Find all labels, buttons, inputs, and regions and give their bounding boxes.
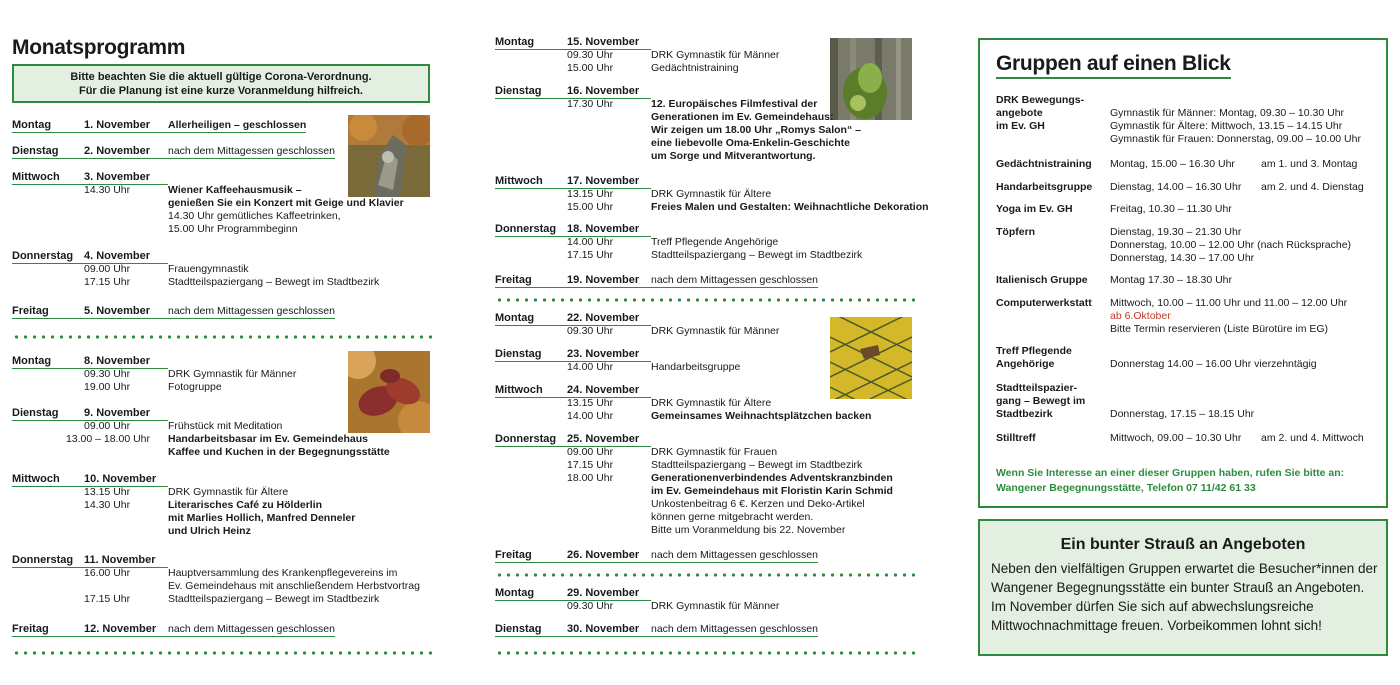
- event-line: [12, 499, 355, 512]
- event-time: 13.00 – 18.00 Uhr: [65, 433, 150, 445]
- day-name: Freitag: [495, 549, 567, 563]
- day-date: 23. November: [567, 348, 651, 362]
- event-line: [12, 263, 379, 276]
- day-note: nach dem Mittagessen geschlossen: [651, 549, 818, 561]
- event-line: [12, 567, 420, 580]
- event-text: Treff Pflegende Angehörige: [651, 236, 779, 248]
- group-time: [1110, 432, 1241, 445]
- event-time: 14.00 Uhr: [567, 410, 614, 422]
- day-header: [495, 623, 818, 636]
- event-line: [495, 150, 861, 163]
- group-name: [996, 432, 1111, 445]
- day-block: [495, 549, 818, 562]
- group-name: [996, 181, 1111, 194]
- group-name-line: Treff Pflegende: [996, 345, 1072, 357]
- group-time-line: Donnerstag 14.00 – 16.00 Uhr vierzehntägig: [1110, 358, 1317, 370]
- event-time: 13.15 Uhr: [567, 397, 614, 409]
- event-line: [495, 249, 862, 262]
- event-line: [495, 397, 871, 410]
- day-date: 19. November: [567, 274, 651, 288]
- day-name: Dienstag: [495, 85, 567, 99]
- event-text: im Ev. Gemeindehaus mit Floristin Karin Schmid: [651, 485, 893, 497]
- event-text: Wiener Kaffeehausmusik –: [168, 184, 302, 196]
- day-header: [12, 473, 355, 486]
- event-text: 15.00 Uhr Programmbeginn: [168, 223, 298, 235]
- day-block: [495, 384, 871, 423]
- day-header: [495, 36, 779, 49]
- day-note: Allerheiligen – geschlossen: [168, 119, 307, 131]
- group-name-line: Italienisch Gruppe: [996, 274, 1088, 286]
- group-name: [996, 158, 1111, 171]
- day-header: [495, 274, 818, 287]
- group-time-line: Gymnastik für Frauen: Donnerstag, 09.00 – 10.00 Uhr: [1110, 133, 1361, 145]
- event-line: [495, 98, 861, 111]
- event-line: [12, 420, 390, 433]
- day-block: [495, 223, 862, 262]
- event-text: Handarbeitsgruppe: [651, 361, 741, 373]
- event-line: [12, 525, 355, 538]
- event-text: DRK Gymnastik für Männer: [651, 49, 780, 61]
- day-name: Freitag: [12, 623, 84, 637]
- day-date: 4. November: [84, 250, 168, 264]
- day-date: 22. November: [567, 312, 651, 326]
- event-line: [495, 446, 893, 459]
- group-time-line: [1110, 345, 1317, 358]
- event-line: [495, 124, 861, 137]
- event-time: 09.30 Uhr: [567, 325, 614, 337]
- day-name: Donnerstag: [495, 433, 567, 447]
- group-name-line: Computerwerkstatt: [996, 297, 1092, 309]
- event-line: [12, 276, 379, 289]
- page-title: Monatsprogramm: [12, 36, 186, 59]
- day-date: 17. November: [567, 175, 651, 189]
- event-text: Stadtteilspaziergang – Bewegt im Stadtbezirk: [651, 459, 863, 471]
- day-date: 11. November: [84, 554, 168, 568]
- event-text: Gemeinsames Weihnachtsplätzchen backen: [651, 410, 872, 422]
- event-time: 15.00 Uhr: [567, 201, 614, 213]
- day-date: 1. November: [84, 119, 168, 133]
- day-name: Mittwoch: [12, 171, 84, 185]
- day-header: [495, 348, 740, 361]
- day-date: 3. November: [84, 171, 168, 185]
- event-text: Unkostenbeitrag 6 €. Kerzen und Deko-Artikel: [651, 498, 865, 510]
- event-text: Ev. Gemeindehaus mit anschließendem Herbstvortrag: [168, 580, 420, 592]
- event-text: Wir zeigen um 18.00 Uhr „Romys Salon“ –: [651, 124, 861, 136]
- groups-box: [978, 38, 1388, 508]
- day-date: 8. November: [84, 355, 168, 369]
- day-block: [12, 623, 335, 636]
- event-text: Hauptversammlung des Krankenpflegevereins im: [168, 567, 398, 579]
- event-text: genießen Sie ein Konzert mit Geige und Klavier: [168, 197, 404, 209]
- event-text: Frauengymnastik: [168, 263, 249, 275]
- group-name: [996, 382, 1111, 421]
- event-text: eine liebevolle Oma-Enkelin-Geschichte: [651, 137, 850, 149]
- group-time-line: Bitte Termin reservieren (Liste Bürotüre im EG): [1110, 323, 1329, 335]
- group-time-line: Mittwoch, 09.00 – 10.30 Uhr: [1110, 432, 1242, 444]
- event-text: Generationen im Ev. Gemeindehaus:: [651, 111, 834, 123]
- event-time: 18.00 Uhr: [567, 472, 614, 484]
- event-line: [12, 197, 404, 210]
- day-block: [12, 250, 379, 289]
- day-name: Mittwoch: [12, 473, 84, 487]
- group-name-line: Stilltreff: [996, 432, 1036, 444]
- dotted-separator: [12, 651, 432, 655]
- event-line: [12, 381, 296, 394]
- notice-line: Für die Planung ist eine kurze Voranmeldung hilfreich.: [78, 85, 363, 97]
- event-line: [495, 485, 893, 498]
- event-text: Gedächtnistraining: [651, 62, 739, 74]
- event-line: [495, 236, 862, 249]
- event-line: [495, 49, 779, 62]
- day-header: [12, 119, 306, 132]
- group-name-line: Töpfern: [996, 226, 1036, 238]
- day-block: [495, 587, 779, 613]
- event-line: [495, 137, 861, 150]
- group-name-line: Stadtteilspazier-: [996, 382, 1078, 394]
- day-header: [12, 407, 390, 420]
- group-name-line: gang – Bewegt im: [996, 395, 1086, 407]
- contact-line: Wenn Sie Interesse an einer dieser Gruppen haben, rufen Sie bitte an:: [996, 467, 1345, 479]
- group-name-line: Stadtbezirk: [996, 408, 1053, 420]
- day-header: [12, 355, 296, 368]
- event-line: [12, 184, 404, 197]
- event-text: 12. Europäisches Filmfestival der: [651, 98, 818, 110]
- day-name: Dienstag: [12, 407, 84, 421]
- event-line: [495, 410, 871, 423]
- group-time-line: Freitag, 10.30 – 11.30 Uhr: [1110, 203, 1232, 215]
- day-name: Mittwoch: [495, 175, 567, 189]
- group-time-line: [1110, 94, 1361, 107]
- event-text: DRK Gymnastik für Ältere: [168, 486, 289, 498]
- event-text: DRK Gymnastik für Männer: [168, 368, 297, 380]
- day-header: [12, 145, 335, 158]
- event-text: um Sorge und Mitverantwortung.: [651, 150, 816, 162]
- day-block: [12, 171, 404, 236]
- event-text: Stadtteilspaziergang – Bewegt im Stadtbezirk: [168, 276, 380, 288]
- day-block: [495, 36, 779, 75]
- event-time: 13.15 Uhr: [567, 188, 614, 200]
- group-name-line: Yoga im Ev. GH: [996, 203, 1073, 215]
- event-time: 09.00 Uhr: [84, 420, 131, 432]
- day-note: nach dem Mittagessen geschlossen: [168, 623, 335, 635]
- event-time: 19.00 Uhr: [84, 381, 131, 393]
- day-header: [12, 623, 335, 636]
- group-frequency: am 1. und 3. Montag: [1261, 158, 1358, 170]
- group-time-line: Donnerstag, 14.30 – 17.00 Uhr: [1110, 252, 1255, 264]
- event-text: DRK Gymnastik für Männer: [651, 600, 780, 612]
- day-header: [495, 85, 861, 98]
- day-name: Donnerstag: [495, 223, 567, 237]
- day-header: [12, 305, 335, 318]
- day-block: [12, 119, 306, 132]
- event-line: [12, 512, 355, 525]
- day-date: 9. November: [84, 407, 168, 421]
- day-block: [12, 305, 335, 318]
- event-line: [495, 201, 929, 214]
- dotted-separator: [12, 335, 432, 339]
- group-name-line: DRK Bewegungs-: [996, 94, 1085, 106]
- day-header: [495, 587, 779, 600]
- event-line: [12, 486, 355, 499]
- day-block: [495, 433, 893, 537]
- day-date: 2. November: [84, 145, 168, 159]
- event-time: 17.15 Uhr: [84, 593, 131, 605]
- event-time: 17.15 Uhr: [84, 276, 131, 288]
- day-header: [12, 250, 379, 263]
- day-note: nach dem Mittagessen geschlossen: [651, 274, 818, 286]
- group-name: [996, 226, 1111, 239]
- event-time: 13.15 Uhr: [84, 486, 131, 498]
- strauss-title: Ein bunter Strauß an Angeboten: [1060, 536, 1306, 553]
- groups-contact: [996, 466, 1376, 496]
- group-time-line: Montag, 15.00 – 16.30 Uhr: [1110, 158, 1235, 170]
- event-line: [12, 593, 420, 606]
- day-date: 5. November: [84, 305, 168, 319]
- dotted-separator: [495, 651, 915, 655]
- contact-line: Wangener Begegnungsstätte, Telefon 07 11/42 61 33: [996, 482, 1256, 494]
- day-date: 24. November: [567, 384, 651, 398]
- group-name: [996, 203, 1111, 216]
- group-time: [1110, 226, 1351, 265]
- event-text: Handarbeitsbasar im Ev. Gemeindehaus: [168, 433, 368, 445]
- event-time: 09.30 Uhr: [567, 600, 614, 612]
- day-block: [12, 145, 335, 158]
- group-time: [1110, 203, 1232, 216]
- event-line: [12, 580, 420, 593]
- group-time-line: Gymnastik für Männer: Montag, 09.30 – 10.30 Uhr: [1110, 107, 1345, 119]
- event-time: 14.00 Uhr: [567, 236, 614, 248]
- notice-line: Bitte beachten Sie die aktuell gültige Corona-Verordnung.: [70, 71, 372, 83]
- event-line: [495, 498, 893, 511]
- event-line: [495, 62, 779, 75]
- event-text: und Ulrich Heinz: [168, 525, 251, 537]
- strauss-text: Neben den vielfältigen Gruppen erwartet die Besucher*innen der Wangener Begegnungsstätte ein bunter Strauß an Angeboten. Im November dürfen Sie sich auf abwechslungsreiche Mittwochnachmittage freuen. Vorbeikommen lohnt sich!: [991, 561, 1378, 633]
- group-name: [996, 297, 1111, 310]
- group-name-line: angebote: [996, 107, 1043, 119]
- group-time: [1110, 345, 1317, 371]
- group-time: [1110, 181, 1241, 194]
- event-text: Frühstück mit Meditation: [168, 420, 283, 432]
- event-line: [495, 600, 779, 613]
- day-name: Montag: [495, 587, 567, 601]
- event-time: 17.30 Uhr: [567, 98, 614, 110]
- day-header: [495, 433, 893, 446]
- group-frequency: am 2. und 4. Mittwoch: [1261, 432, 1364, 444]
- day-date: 16. November: [567, 85, 651, 99]
- day-header: [12, 171, 404, 184]
- day-name: Montag: [12, 119, 84, 133]
- event-line: [495, 325, 779, 338]
- day-note: nach dem Mittagessen geschlossen: [651, 623, 818, 635]
- day-date: 15. November: [567, 36, 651, 50]
- day-note: nach dem Mittagessen geschlossen: [168, 145, 335, 157]
- event-line: [495, 361, 740, 374]
- day-date: 30. November: [567, 623, 651, 637]
- event-time: 14.30 Uhr: [84, 184, 131, 196]
- event-time: 09.30 Uhr: [567, 49, 614, 61]
- event-line: [495, 472, 893, 485]
- day-name: Donnerstag: [12, 554, 84, 568]
- group-time-line: Gymnastik für Ältere: Mittwoch, 13.15 – 14.15 Uhr: [1110, 120, 1343, 132]
- day-block: [495, 312, 779, 338]
- event-time: 09.30 Uhr: [84, 368, 131, 380]
- event-line: [495, 188, 929, 201]
- group-time-line: Donnerstag, 17.15 – 18.15 Uhr: [1110, 408, 1255, 420]
- day-block: [12, 407, 390, 459]
- event-text: Generationenverbindendes Adventskranzbinden: [651, 472, 893, 484]
- day-header: [495, 384, 871, 397]
- event-line: [495, 524, 893, 537]
- day-header: [495, 223, 862, 236]
- event-text: Fotogruppe: [168, 381, 222, 393]
- event-time: 15.00 Uhr: [567, 62, 614, 74]
- event-line: [12, 446, 390, 459]
- event-time: 09.00 Uhr: [84, 263, 131, 275]
- day-date: 10. November: [84, 473, 168, 487]
- group-name-line: Angehörige: [996, 358, 1055, 370]
- event-text: Kaffee und Kuchen in der Begegnungsstätte: [168, 446, 390, 458]
- day-name: Donnerstag: [12, 250, 84, 264]
- day-name: Dienstag: [12, 145, 84, 159]
- group-time: [1110, 158, 1235, 171]
- event-time: 09.00 Uhr: [567, 446, 614, 458]
- day-header: [495, 312, 779, 325]
- event-text: Stadtteilspaziergang – Bewegt im Stadtbezirk: [651, 249, 863, 261]
- day-date: 26. November: [567, 549, 651, 563]
- day-name: Montag: [495, 36, 567, 50]
- event-line: [495, 111, 861, 124]
- day-name: Freitag: [495, 274, 567, 288]
- group-time: [1110, 382, 1254, 421]
- day-block: [12, 355, 296, 394]
- event-text: Bitte um Voranmeldung bis 22. November: [651, 524, 846, 536]
- group-time-line: Montag 17.30 – 18.30 Uhr: [1110, 274, 1233, 286]
- day-note: nach dem Mittagessen geschlossen: [168, 305, 335, 317]
- day-block: [495, 85, 861, 163]
- event-text: Stadtteilspaziergang – Bewegt im Stadtbezirk: [168, 593, 380, 605]
- day-header: [495, 175, 929, 188]
- day-block: [12, 554, 420, 606]
- event-text: Literarisches Café zu Hölderlin: [168, 499, 323, 511]
- group-name: [996, 345, 1111, 371]
- day-date: 29. November: [567, 587, 651, 601]
- day-date: 18. November: [567, 223, 651, 237]
- day-date: 12. November: [84, 623, 168, 637]
- day-block: [12, 473, 355, 538]
- group-time: [1110, 297, 1347, 336]
- event-text: mit Marlies Hollich, Manfred Denneler: [168, 512, 356, 524]
- event-text: können gerne mitgebracht werden.: [651, 511, 814, 523]
- group-name-line: Gedächtnistraining: [996, 158, 1092, 170]
- group-name: [996, 94, 1111, 133]
- event-text: Freies Malen und Gestalten: Weihnachtliche Dekoration: [651, 201, 929, 213]
- event-text: DRK Gymnastik für Frauen: [651, 446, 778, 458]
- day-name: Freitag: [12, 305, 84, 319]
- event-time: 17.15 Uhr: [567, 459, 614, 471]
- day-block: [495, 348, 740, 374]
- event-text: 14.30 Uhr gemütliches Kaffeetrinken,: [168, 210, 341, 222]
- event-line: [495, 511, 893, 524]
- day-date: 25. November: [567, 433, 651, 447]
- day-name: Montag: [12, 355, 84, 369]
- day-header: [12, 554, 420, 567]
- event-time: 14.30 Uhr: [84, 499, 131, 511]
- day-name: Montag: [495, 312, 567, 326]
- event-line: [12, 368, 296, 381]
- event-text: DRK Gymnastik für Männer: [651, 325, 780, 337]
- day-name: Mittwoch: [495, 384, 567, 398]
- strauss-box: [978, 519, 1388, 656]
- day-name: Dienstag: [495, 348, 567, 362]
- groups-title: Gruppen auf einen Blick: [996, 52, 1231, 79]
- day-block: [495, 175, 929, 214]
- event-time: 14.00 Uhr: [567, 361, 614, 373]
- group-name: [996, 274, 1111, 287]
- event-line: [12, 210, 404, 223]
- group-name-line: im Ev. GH: [996, 120, 1045, 132]
- event-text: DRK Gymnastik für Ältere: [651, 188, 772, 200]
- group-time-line: [1110, 382, 1254, 395]
- event-time: 16.00 Uhr: [84, 567, 131, 579]
- day-name: Dienstag: [495, 623, 567, 637]
- group-time: [1110, 274, 1232, 287]
- group-name-line: Handarbeitsgruppe: [996, 181, 1093, 193]
- group-time-line: ab 6.Oktober: [1110, 310, 1171, 322]
- day-block: [495, 623, 818, 636]
- event-text: DRK Gymnastik für Ältere: [651, 397, 772, 409]
- day-header: [495, 549, 818, 562]
- group-time: [1110, 94, 1361, 146]
- group-frequency: am 2. und 4. Dienstag: [1261, 181, 1364, 193]
- group-time-line: Donnerstag, 10.00 – 12.00 Uhr (nach Rücksprache): [1110, 239, 1352, 251]
- group-time-line: Dienstag, 14.00 – 16.30 Uhr: [1110, 181, 1242, 193]
- event-time: 17.15 Uhr: [567, 249, 614, 261]
- event-line: [12, 433, 390, 446]
- corona-notice: [12, 64, 430, 103]
- group-time-line: Mittwoch, 10.00 – 11.00 Uhr und 11.00 – 12.00 Uhr: [1110, 297, 1348, 309]
- group-time-line: Dienstag, 19.30 – 21.30 Uhr: [1110, 226, 1242, 238]
- dotted-separator: [495, 298, 915, 302]
- event-line: [495, 459, 893, 472]
- event-line: [12, 223, 404, 236]
- day-block: [495, 274, 818, 287]
- group-time-line: [1110, 395, 1254, 408]
- dotted-separator: [495, 573, 915, 577]
